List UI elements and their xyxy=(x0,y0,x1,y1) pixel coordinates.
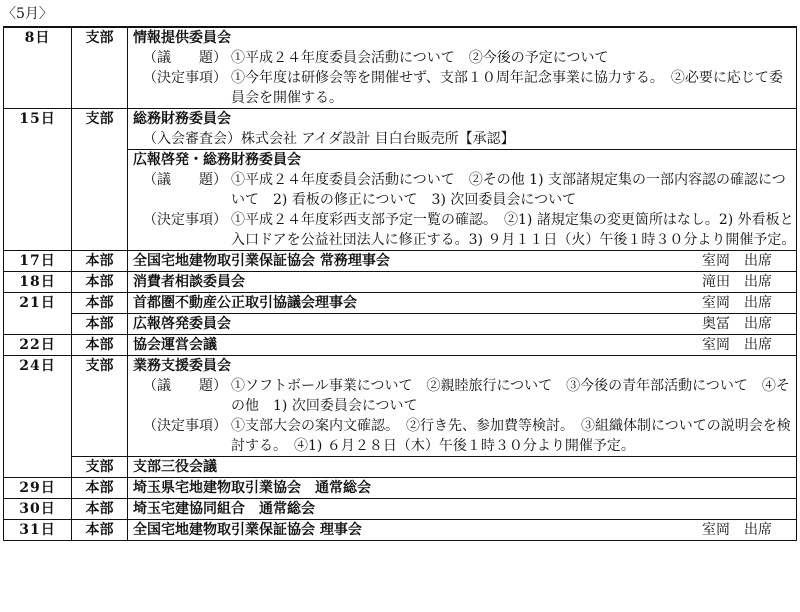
event-title: 業務支援委員会 xyxy=(133,358,231,374)
agenda-text: ①平成２４年度委員会活動について ②今後の予定について xyxy=(231,50,609,66)
event-cell xyxy=(128,109,797,251)
org-cell: 本部 xyxy=(72,335,128,356)
schedule-row-18 xyxy=(4,272,797,293)
org-cell: 本部 xyxy=(72,272,128,293)
decision-text: ①今年度は研修会等を開催せず、支部１０周年記念事業に協力する。 ②必要に応じて委員会を開催する。 xyxy=(231,70,783,106)
day-cell: 17日 xyxy=(4,251,72,272)
org-cell: 本部 xyxy=(72,251,128,272)
decision-text: ①平成２４年度彩西支部予定一覧の確認。 ②1) 諸規定集の変更箇所はなし。2) 外看板と入口ドアを公益社団法人に修正する。3) ９月１１日（火）午後１時３０分より開催予定。 xyxy=(231,212,796,248)
event-cell xyxy=(128,272,797,293)
agenda-label: （議 題） xyxy=(143,50,227,66)
event-cell xyxy=(128,520,797,541)
day-cell: 21日 xyxy=(4,293,72,335)
month-label: 〈5月〉 xyxy=(2,6,53,22)
schedule-row-22 xyxy=(4,335,797,356)
event-title: 全国宅地建物取引業保証協会 常務理事会 xyxy=(133,253,390,269)
event-cell xyxy=(128,478,797,499)
event-title: 埼玉宅建協同組合 通常総会 xyxy=(133,501,315,517)
attendee: 室岡 出席 xyxy=(702,522,772,538)
org-cell: 本部 xyxy=(72,314,128,335)
event-title: 広報啓発委員会 xyxy=(133,316,231,332)
membership-review-line: （入会審査会）株式会社 アイダ設計 目白台販売所【承認】 xyxy=(143,131,515,147)
org-cell: 本部 xyxy=(72,520,128,541)
day-cell: 24日 xyxy=(4,356,72,478)
event-title: 支部三役会議 xyxy=(133,459,217,475)
day-cell: 8日 xyxy=(4,27,72,109)
decision-line xyxy=(133,210,796,250)
org-cell: 本部 xyxy=(72,293,128,314)
agenda-line xyxy=(133,376,794,416)
event-title: 埼玉県宅地建物取引業協会 通常総会 xyxy=(133,480,371,496)
schedule-row-17 xyxy=(4,251,797,272)
event-cell xyxy=(128,251,797,272)
decision-label: （決定事項） xyxy=(143,212,227,228)
org-cell: 本部 xyxy=(72,499,128,520)
org-cell: 支部 xyxy=(72,27,128,109)
agenda-label: （議 題） xyxy=(143,172,227,188)
agenda-line xyxy=(133,170,796,210)
decision-label: （決定事項） xyxy=(143,70,227,86)
event-cell xyxy=(128,499,797,520)
event-title: 全国宅地建物取引業保証協会 理事会 xyxy=(133,522,362,538)
event-cell xyxy=(128,27,797,109)
agenda-label: （議 題） xyxy=(143,378,227,394)
event-cell xyxy=(128,457,797,478)
day-cell: 30日 xyxy=(4,499,72,520)
sub-event xyxy=(128,149,796,250)
event-title: 総務財務委員会 xyxy=(133,111,231,127)
event-cell xyxy=(128,314,797,335)
day-cell: 31日 xyxy=(4,520,72,541)
schedule-table xyxy=(3,26,797,541)
schedule-row-31 xyxy=(4,520,797,541)
decision-label: （決定事項） xyxy=(143,418,227,434)
decision-line xyxy=(133,68,794,108)
event-title: 首都圏不動産公正取引協議会理事会 xyxy=(133,295,357,311)
event-title: 協会運営会議 xyxy=(133,337,217,353)
schedule-row-24 xyxy=(4,356,797,457)
schedule-row-24-b xyxy=(4,457,797,478)
event-cell xyxy=(128,356,797,457)
decision-text: ①支部大会の案内文確認。 ②行き先、参加費等検討。 ③組織体制についての説明会を検討する。 ④1) ６月２８日（木）午後１時３０分より開催予定。 xyxy=(231,418,791,454)
day-cell: 15日 xyxy=(4,109,72,251)
schedule-row-29 xyxy=(4,478,797,499)
schedule-row-30 xyxy=(4,499,797,520)
schedule-row-21 xyxy=(4,293,797,314)
event-title: 消費者相談委員会 xyxy=(133,274,245,290)
attendee: 奥冨 出席 xyxy=(702,316,772,332)
agenda-line xyxy=(133,48,794,68)
attendee: 滝田 出席 xyxy=(702,274,772,290)
agenda-text: ①平成２４年度委員会活動について ②その他 1) 支部諸規定集の一部内容認の確認について 2) 看板の修正について 3) 次回委員会について xyxy=(231,172,786,208)
day-cell: 29日 xyxy=(4,478,72,499)
schedule-row-8 xyxy=(4,27,797,109)
day-cell: 22日 xyxy=(4,335,72,356)
event-title: 情報提供委員会 xyxy=(133,30,231,46)
schedule-row-15 xyxy=(4,109,797,251)
schedule-row-21-b xyxy=(4,314,797,335)
decision-line xyxy=(133,416,794,456)
event-cell xyxy=(128,293,797,314)
event-title: 広報啓発・総務財務委員会 xyxy=(133,152,301,168)
org-cell: 支部 xyxy=(72,457,128,478)
org-cell: 支部 xyxy=(72,356,128,457)
attendee: 室岡 出席 xyxy=(702,253,772,269)
attendee: 室岡 出席 xyxy=(702,337,772,353)
event-cell xyxy=(128,335,797,356)
org-cell: 支部 xyxy=(72,109,128,251)
org-cell: 本部 xyxy=(72,478,128,499)
attendee: 室岡 出席 xyxy=(702,295,772,311)
agenda-text: ①ソフトボール事業について ②親睦旅行について ③今後の青年部活動について ④その他 1) 次回委員会について xyxy=(231,378,790,414)
day-cell: 18日 xyxy=(4,272,72,293)
